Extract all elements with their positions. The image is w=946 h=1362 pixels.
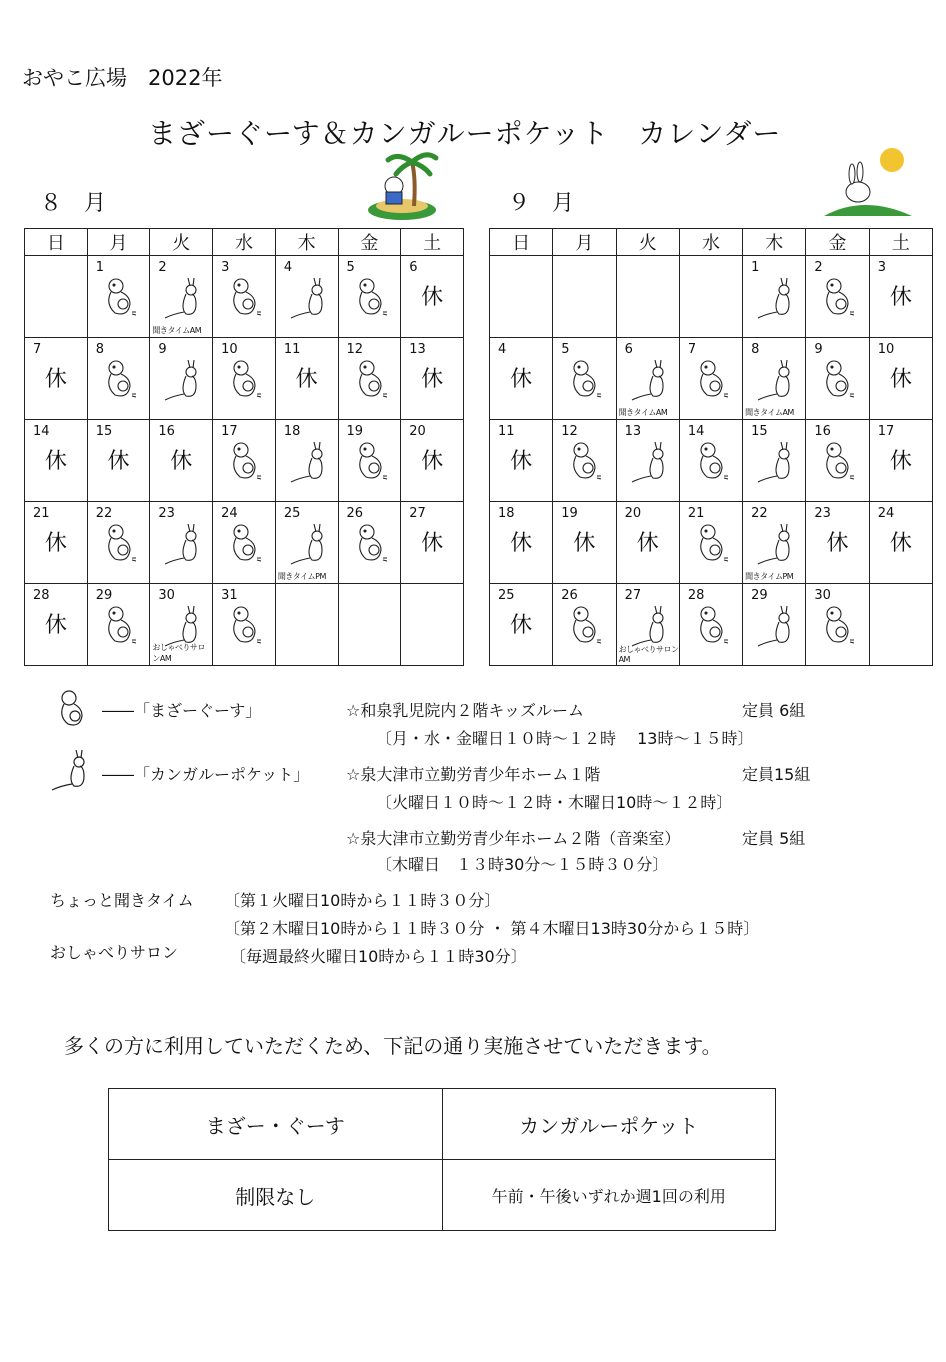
day-number: 15 — [95, 424, 113, 439]
day-number: 25 — [283, 506, 301, 521]
day-number: 11 — [283, 342, 301, 357]
day-number: 30 — [814, 588, 831, 603]
sep-day-cell — [490, 256, 553, 338]
sep-day-cell — [806, 584, 869, 666]
day-number: 5 — [561, 342, 570, 357]
aug-day-cell — [213, 584, 276, 666]
closed-mark: 休 — [510, 613, 533, 638]
aug-day-cell — [401, 502, 464, 584]
closed-mark: 休 — [826, 531, 849, 556]
weekday-header: 水 — [213, 229, 276, 256]
kangaroo-icon-wrap — [757, 604, 797, 652]
day-number: 28 — [33, 588, 50, 603]
day-number: 2 — [158, 260, 167, 275]
closed-mark: 休 — [889, 449, 912, 474]
event-note: おしゃべりサロンAM — [618, 645, 679, 664]
closed-mark: 休 — [636, 531, 659, 556]
aug-day-cell — [338, 584, 401, 666]
rules-kangaroo-header: カンガルーポケット — [442, 1089, 776, 1160]
closed-mark: 休 — [510, 531, 533, 556]
sep-day-cell — [743, 338, 806, 420]
day-number: 8 — [751, 342, 760, 357]
aug-day-cell — [275, 502, 338, 584]
goose-icon — [567, 440, 607, 484]
sep-day-cell — [679, 502, 742, 584]
event-note: おしゃべりサロンAM — [152, 643, 205, 663]
weekday-header: 火 — [616, 229, 679, 256]
goose-icon — [102, 358, 142, 402]
aug-day-cell — [213, 338, 276, 420]
aug-day-cell — [25, 420, 88, 502]
kangaroo-icon-wrap — [290, 522, 330, 570]
sep-day-cell — [553, 256, 616, 338]
aug-day-cell — [150, 338, 213, 420]
event-note: 聞きタイムAM — [618, 408, 668, 417]
aug-day-cell — [275, 338, 338, 420]
aug-day-cell — [401, 584, 464, 666]
day-number: 21 — [33, 506, 50, 521]
sep-day-cell — [679, 584, 742, 666]
closed-mark: 休 — [421, 449, 444, 474]
day-number: 16 — [814, 424, 831, 439]
sep-day-cell — [869, 338, 932, 420]
goose-icon-wrap — [353, 358, 393, 406]
kangaroo-icon-wrap — [164, 522, 204, 570]
day-number: 15 — [751, 424, 768, 439]
goose-icon — [694, 440, 734, 484]
day-number: 11 — [498, 424, 515, 439]
goose-icon — [353, 358, 393, 402]
kangaroo-icon — [290, 440, 330, 484]
aug-day-cell — [150, 256, 213, 338]
sep-day-cell — [743, 256, 806, 338]
aug-day-cell — [25, 584, 88, 666]
aug-day-cell — [275, 420, 338, 502]
closed-mark: 休 — [44, 367, 67, 392]
goose-icon — [694, 604, 734, 648]
day-number: 8 — [95, 342, 104, 357]
day-number: 1 — [751, 260, 760, 275]
aug-day-cell — [25, 338, 88, 420]
usage-notice: 多くの方に利用していただくため、下記の通り実施させていただきます。 — [64, 1034, 722, 1058]
goose-icon — [227, 276, 267, 320]
goose-icon-wrap — [227, 440, 267, 488]
sep-day-cell — [616, 338, 679, 420]
sep-day-cell — [490, 420, 553, 502]
day-number: 24 — [221, 506, 238, 521]
day-number: 7 — [33, 342, 42, 357]
aug-day-cell — [401, 338, 464, 420]
event-note: 聞きタイムPM — [745, 572, 794, 581]
day-number: 18 — [283, 424, 301, 439]
day-number: 29 — [751, 588, 768, 603]
kangaroo-icon-wrap — [757, 276, 797, 324]
day-number: 14 — [687, 424, 705, 439]
kangaroo-icon — [757, 358, 797, 402]
closed-mark: 休 — [107, 449, 130, 474]
day-number: 19 — [561, 506, 578, 521]
day-number: 3 — [221, 260, 230, 275]
page-title: まざーぐーす＆カンガルーポケット カレンダー — [148, 117, 782, 150]
aug-day-cell — [213, 420, 276, 502]
day-number: 23 — [158, 506, 175, 521]
sep-day-cell — [806, 338, 869, 420]
kangaroo-icon-wrap — [290, 440, 330, 488]
sep-day-cell — [869, 256, 932, 338]
day-number: 17 — [221, 424, 238, 439]
day-number: 17 — [877, 424, 895, 439]
kangaroo-icon — [290, 276, 330, 320]
kangaroo-icon-wrap — [631, 440, 671, 488]
goose-icon — [820, 604, 860, 648]
kangaroo-icon-wrap — [757, 440, 797, 488]
kangaroo-icon — [631, 358, 671, 402]
closed-mark: 休 — [44, 449, 67, 474]
event-note: 聞きタイムAM — [745, 408, 794, 417]
aug-day-cell — [87, 420, 150, 502]
sep-day-cell — [806, 502, 869, 584]
closed-mark: 休 — [889, 531, 912, 556]
weekday-header: 日 — [25, 229, 88, 256]
goose-icon — [227, 522, 267, 566]
legend-kangaroo-capacity-2: 定員 5組 — [742, 829, 806, 848]
sep-day-cell — [553, 420, 616, 502]
goose-icon-wrap — [694, 522, 734, 570]
day-number: 14 — [33, 424, 50, 439]
aug-day-cell — [150, 420, 213, 502]
usage-rules-table — [108, 1088, 776, 1231]
aug-day-cell — [338, 420, 401, 502]
aug-day-cell — [213, 502, 276, 584]
closed-mark: 休 — [510, 367, 533, 392]
day-number: 29 — [95, 588, 113, 603]
goose-icon-wrap — [694, 440, 734, 488]
goose-icon — [227, 604, 267, 648]
goose-icon-wrap — [353, 440, 393, 488]
kangaroo-icon — [631, 440, 671, 484]
day-number: 27 — [409, 506, 426, 521]
sep-day-cell — [616, 420, 679, 502]
day-number: 1 — [95, 260, 104, 275]
aug-day-cell — [401, 420, 464, 502]
goose-icon — [353, 440, 393, 484]
goose-icon-wrap — [227, 358, 267, 406]
goose-icon — [54, 688, 94, 730]
goose-icon-wrap — [820, 276, 860, 324]
kangaroo-icon — [757, 440, 797, 484]
closed-mark: 休 — [889, 367, 912, 392]
sep-day-cell — [553, 502, 616, 584]
salon-label: おしゃべりサロン — [50, 943, 179, 962]
sep-day-cell — [743, 420, 806, 502]
day-number: 20 — [624, 506, 642, 521]
goose-icon-wrap — [694, 604, 734, 652]
legend-goose-time: 〔月・水・金曜日１０時～１２時 13時～１５時〕 — [376, 729, 754, 748]
goose-icon — [353, 522, 393, 566]
goose-icon-wrap — [227, 276, 267, 324]
aug-day-cell — [25, 256, 88, 338]
goose-icon-wrap — [694, 358, 734, 406]
day-number: 27 — [624, 588, 642, 603]
goose-icon — [102, 604, 142, 648]
day-number: 10 — [877, 342, 895, 357]
day-number: 28 — [687, 588, 705, 603]
goose-icon — [567, 604, 607, 648]
goose-icon-wrap — [227, 522, 267, 570]
day-number: 13 — [624, 424, 642, 439]
day-number: 6 — [624, 342, 633, 357]
day-number: 12 — [561, 424, 578, 439]
goose-icon-wrap — [227, 604, 267, 652]
aug-day-cell — [338, 502, 401, 584]
day-number: 23 — [814, 506, 831, 521]
aug-day-cell — [338, 256, 401, 338]
aug-day-cell — [87, 338, 150, 420]
day-number: 24 — [877, 506, 895, 521]
day-number: 9 — [158, 342, 167, 357]
moon-rabbit-illustration — [824, 144, 912, 222]
sep-day-cell — [553, 584, 616, 666]
aug-day-cell — [213, 256, 276, 338]
weekday-header: 月 — [87, 229, 150, 256]
aug-day-cell — [275, 584, 338, 666]
kangaroo-icon — [290, 522, 330, 566]
weekday-header: 日 — [490, 229, 553, 256]
goose-icon-wrap — [353, 276, 393, 324]
sep-day-cell — [490, 338, 553, 420]
aug-day-cell — [150, 584, 213, 666]
kangaroo-icon — [757, 604, 797, 648]
day-number: 22 — [95, 506, 113, 521]
closed-mark: 休 — [421, 367, 444, 392]
aug-day-cell — [87, 502, 150, 584]
aug-day-cell — [87, 256, 150, 338]
closed-mark: 休 — [295, 367, 318, 392]
rules-goose-value: 制限なし — [109, 1160, 443, 1231]
sep-day-cell — [869, 502, 932, 584]
day-number: 7 — [687, 342, 697, 357]
day-number: 5 — [346, 260, 355, 275]
legend-kangaroo-time-1: 〔火曜日１０時～１２時・木曜日10時～１２時〕 — [376, 793, 733, 812]
kiki-time-line-2: 〔第２木曜日10時から１１時３０分 ・ 第４木曜日13時30分から１５時〕 — [224, 919, 760, 938]
kangaroo-icon — [164, 358, 204, 402]
legend-kangaroo-place-1: ☆泉大津市立勤労青少年ホーム１階 — [346, 765, 601, 784]
sep-day-cell — [743, 584, 806, 666]
goose-icon — [102, 276, 142, 320]
closed-mark: 休 — [44, 531, 67, 556]
kangaroo-icon-wrap — [757, 522, 797, 570]
legend-kangaroo-capacity-1: 定員15組 — [742, 765, 811, 784]
closed-mark: 休 — [573, 531, 596, 556]
aug-day-cell — [150, 502, 213, 584]
goose-icon — [227, 358, 267, 402]
sep-day-cell — [679, 256, 742, 338]
sep-day-cell — [679, 338, 742, 420]
sep-day-cell — [869, 420, 932, 502]
org-year-label: おやこ広場 2022年 — [22, 66, 223, 90]
sep-day-cell — [806, 420, 869, 502]
day-number: 18 — [498, 506, 515, 521]
weekday-header: 金 — [806, 229, 869, 256]
goose-icon-wrap — [567, 604, 607, 652]
day-number: 9 — [814, 342, 823, 357]
goose-icon — [227, 440, 267, 484]
day-number: 3 — [877, 260, 886, 275]
palm-island-illustration — [362, 148, 444, 222]
day-number: 19 — [346, 424, 364, 439]
weekday-header: 水 — [679, 229, 742, 256]
kiki-time-label: ちょっと聞きタイム — [50, 891, 194, 910]
goose-icon-wrap — [820, 604, 860, 652]
kangaroo-icon-wrap — [757, 358, 797, 406]
day-number: 6 — [409, 260, 418, 275]
goose-icon — [353, 276, 393, 320]
closed-mark: 休 — [421, 285, 444, 310]
closed-mark: 休 — [421, 531, 444, 556]
august-calendar — [24, 228, 464, 666]
sep-day-cell — [869, 584, 932, 666]
day-number: 10 — [221, 342, 238, 357]
sep-day-cell — [616, 584, 679, 666]
day-number: 22 — [751, 506, 768, 521]
weekday-header: 木 — [275, 229, 338, 256]
closed-mark: 休 — [889, 285, 912, 310]
kangaroo-icon — [164, 522, 204, 566]
goose-icon-wrap — [102, 604, 142, 652]
sep-day-cell — [806, 256, 869, 338]
closed-mark: 休 — [170, 449, 193, 474]
rules-kangaroo-value: 午前・午後いずれか週1回の利用 — [442, 1160, 776, 1231]
day-number: 12 — [346, 342, 364, 357]
sep-day-cell — [616, 502, 679, 584]
sep-day-cell — [743, 502, 806, 584]
sep-day-cell — [679, 420, 742, 502]
goose-icon-wrap — [353, 522, 393, 570]
september-title: ９ 月 — [508, 191, 575, 216]
goose-icon — [820, 358, 860, 402]
august-title: ８ 月 — [40, 191, 107, 216]
legend-goose-name: ――「まざーぐーす」 — [102, 701, 262, 720]
day-number: 30 — [158, 588, 175, 603]
goose-icon-wrap — [820, 358, 860, 406]
kangaroo-icon — [164, 276, 204, 320]
goose-icon-wrap — [567, 440, 607, 488]
legend-kangaroo-name: ――「カンガルーポケット」 — [102, 765, 310, 784]
day-number: 16 — [158, 424, 175, 439]
day-number: 4 — [283, 260, 293, 275]
kangaroo-icon — [631, 604, 671, 648]
sep-day-cell — [490, 584, 553, 666]
aug-day-cell — [25, 502, 88, 584]
weekday-header: 火 — [150, 229, 213, 256]
legend-goose-place: ☆和泉乳児院内２階キッズルーム — [346, 701, 585, 720]
kangaroo-icon-wrap — [631, 358, 671, 406]
day-number: 4 — [498, 342, 507, 357]
kangaroo-icon — [50, 748, 98, 792]
goose-icon-wrap — [102, 276, 142, 324]
salon-line: 〔毎週最終火曜日10時から１１時30分〕 — [230, 947, 527, 966]
legend-kangaroo-time-2: 〔木曜日 １３時30分～１５時３０分〕 — [376, 855, 669, 874]
event-note: 聞きタイムAM — [152, 326, 202, 335]
weekday-header: 土 — [869, 229, 932, 256]
goose-icon — [567, 358, 607, 402]
day-number: 25 — [498, 588, 515, 603]
kangaroo-icon — [757, 276, 797, 320]
event-note: 聞きタイムPM — [277, 572, 326, 581]
kangaroo-icon-wrap — [164, 358, 204, 406]
rules-goose-header: まざー・ぐーす — [109, 1089, 443, 1160]
closed-mark: 休 — [510, 449, 533, 474]
goose-icon-wrap — [102, 522, 142, 570]
day-number: 31 — [221, 588, 238, 603]
day-number: 26 — [561, 588, 578, 603]
aug-day-cell — [87, 584, 150, 666]
day-number: 21 — [687, 506, 705, 521]
weekday-header: 木 — [743, 229, 806, 256]
kangaroo-icon — [757, 522, 797, 566]
aug-day-cell — [275, 256, 338, 338]
goose-icon-wrap — [102, 358, 142, 406]
day-number: 13 — [409, 342, 426, 357]
september-calendar — [489, 228, 933, 666]
goose-icon-wrap — [567, 358, 607, 406]
weekday-header: 月 — [553, 229, 616, 256]
weekday-header: 土 — [401, 229, 464, 256]
closed-mark: 休 — [44, 613, 67, 638]
day-number: 26 — [346, 506, 364, 521]
goose-icon — [694, 358, 734, 402]
kiki-time-line-1: 〔第１火曜日10時から１１時３０分〕 — [224, 891, 501, 910]
goose-icon — [694, 522, 734, 566]
day-number: 20 — [409, 424, 426, 439]
goose-icon — [102, 522, 142, 566]
goose-icon-wrap — [820, 440, 860, 488]
day-number: 2 — [814, 260, 823, 275]
goose-icon — [820, 440, 860, 484]
goose-icon — [820, 276, 860, 320]
weekday-header: 金 — [338, 229, 401, 256]
sep-day-cell — [616, 256, 679, 338]
aug-day-cell — [401, 256, 464, 338]
aug-day-cell — [338, 338, 401, 420]
legend-kangaroo-place-2: ☆泉大津市立勤労青少年ホーム２階（音楽室） — [346, 829, 681, 848]
kangaroo-icon-wrap — [290, 276, 330, 324]
kangaroo-icon-wrap — [164, 276, 204, 324]
legend-goose-capacity: 定員 6組 — [742, 701, 806, 720]
sep-day-cell — [553, 338, 616, 420]
sep-day-cell — [490, 502, 553, 584]
